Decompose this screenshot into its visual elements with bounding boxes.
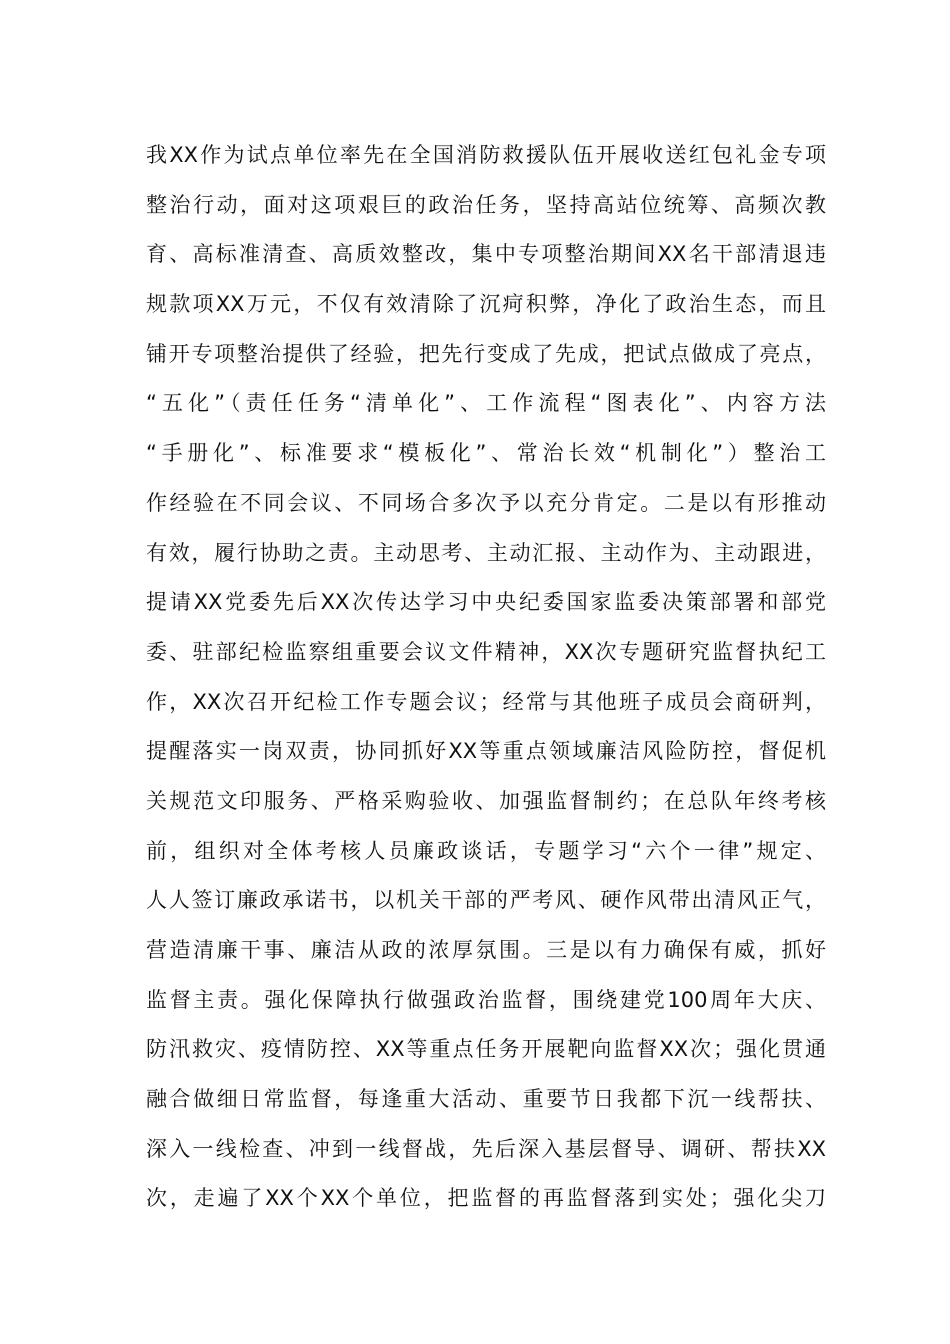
text-line: 次，走遍了XX个XX个单位，把监督的再监督落到实处；强化尖刀 — [146, 1186, 826, 1211]
body-text — [146, 131, 826, 1224]
text-line: 融合做细日常监督，每逢重大活动、重要节日我都下沉一线帮扶、 — [146, 1087, 826, 1112]
text-line: 前，组织对全体考核人员廉政谈话，专题学习“六个一律”规定、 — [146, 838, 826, 863]
text-line: 提请XX党委先后XX次传达学习中央纪委国家监委决策部署和部党 — [146, 590, 826, 615]
text-line: 整治行动，面对这项艰巨的政治任务，坚持高站位统筹、高频次教 — [146, 192, 826, 217]
text-line: 铺开专项整治提供了经验，把先行变成了先成，把试点做成了亮点， — [146, 341, 826, 366]
text-line: 有效，履行协助之责。主动思考、主动汇报、主动作为、主动跟进， — [146, 540, 826, 565]
text-line: 关规范文印服务、严格采购验收、加强监督制约；在总队年终考核 — [146, 788, 826, 813]
text-line: “手册化”、标准要求“模板化”、常治长效“机制化”）整治工 — [146, 441, 826, 466]
text-line: “五化”（责任任务“清单化”、工作流程“图表化”、内容方法 — [146, 391, 826, 416]
text-line: 作，XX次召开纪检工作专题会议；经常与其他班子成员会商研判， — [146, 689, 826, 714]
text-line: 提醒落实一岗双责，协同抓好XX等重点领域廉洁风险防控，督促机 — [146, 739, 826, 764]
text-line: 规款项XX万元，不仅有效清除了沉疴积弊，净化了政治生态，而且 — [146, 292, 826, 317]
text-line: 监督主责。强化保障执行做强政治监督，围绕建党100周年大庆、 — [146, 987, 826, 1012]
text-line: 委、驻部纪检监察组重要会议文件精神，XX次专题研究监督执纪工 — [146, 639, 826, 664]
text-line: 人人签订廉政承诺书，以机关干部的严考风、硬作风带出清风正气， — [146, 888, 826, 913]
text-line: 我XX作为试点单位率先在全国消防救援队伍开展收送红包礼金专项 — [146, 143, 826, 167]
text-line: 育、高标准清查、高质效整改，集中专项整治期间XX名干部清退违 — [146, 242, 826, 267]
text-line: 深入一线检查、冲到一线督战，先后深入基层督导、调研、帮扶XX — [146, 1136, 826, 1161]
text-line: 防汛救灾、疫情防控、XX等重点任务开展靶向监督XX次；强化贯通 — [146, 1037, 826, 1062]
text-line: 营造清廉干事、廉洁从政的浓厚氛围。三是以有力确保有威，抓好 — [146, 938, 826, 962]
text-line: 作经验在不同会议、不同场合多次予以充分肯定。二是以有形推动 — [146, 490, 826, 515]
